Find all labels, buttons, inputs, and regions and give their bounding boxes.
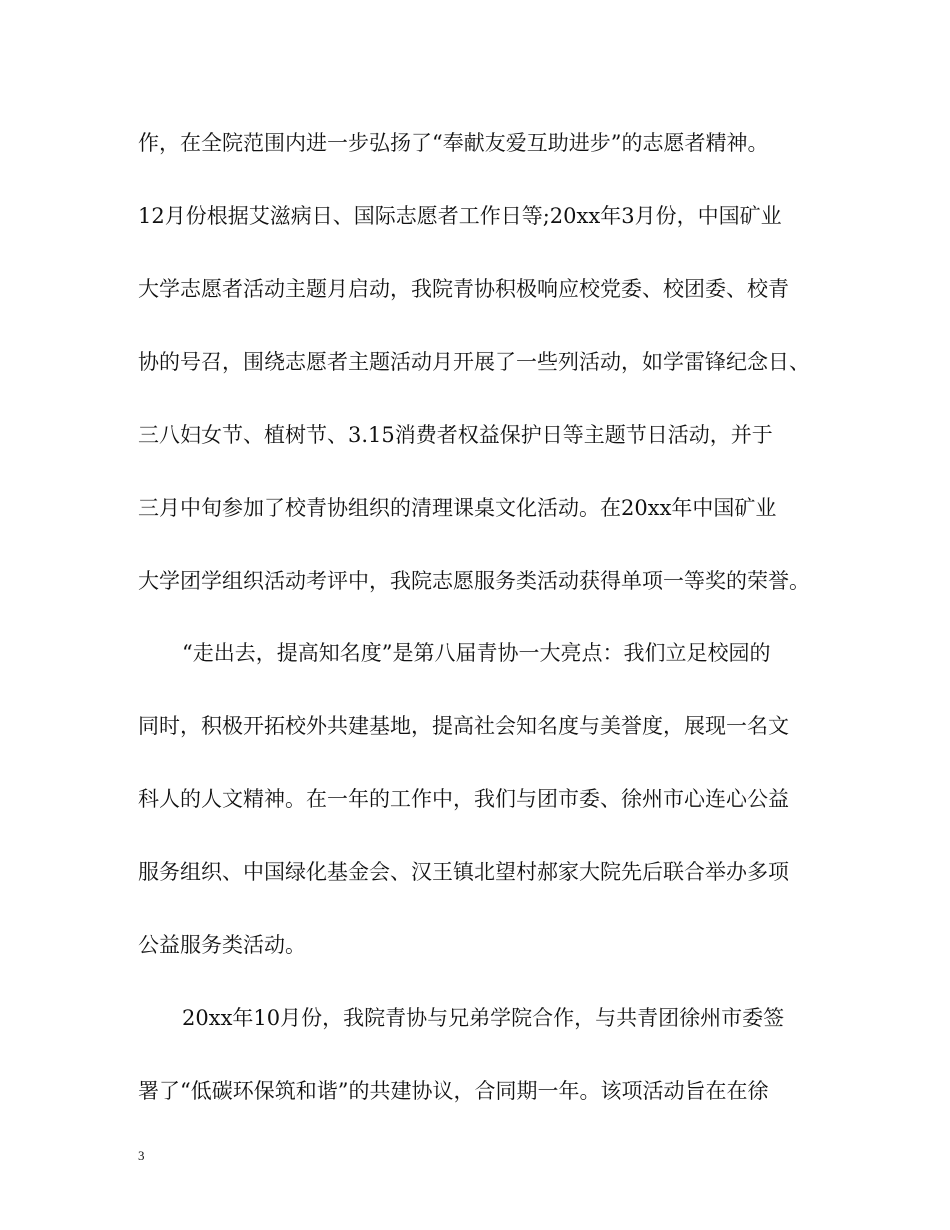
text-line: 服务组织、中国绿化基金会、汉王镇北望村郝家大院先后联合举办多项 xyxy=(138,860,789,884)
text-line: “走出去，提高知名度”是第八届青协一大亮点：我们立足校园的 xyxy=(182,641,771,665)
text-line: 三八妇女节、植树节、3.15消费者权益保护日等主题节日活动，并于 xyxy=(138,423,773,447)
text-line: 协的号召，围绕志愿者主题活动月开展了一些列活动，如学雷锋纪念日、 xyxy=(138,350,810,374)
text-line: 同时，积极开拓校外共建基地，提高社会知名度与美誉度，展现一名文 xyxy=(138,714,789,738)
text-line: 科人的人文精神。在一年的工作中，我们与团市委、徐州市心连心公益 xyxy=(138,787,789,811)
text-line: 公益服务类活动。 xyxy=(138,933,306,957)
page-number: 3 xyxy=(138,1148,145,1163)
text-line: 12月份根据艾滋病日、国际志愿者工作日等;20xx年3月份，中国矿业 xyxy=(138,204,782,228)
text-line: 署了“低碳环保筑和谐”的共建协议，合同期一年。该项活动旨在在徐 xyxy=(138,1079,769,1103)
text-line: 作，在全院范围内进一步弘扬了“奉献友爱互助进步”的志愿者精神。 xyxy=(138,131,769,155)
text-line: 三月中旬参加了校青协组织的清理课桌文化活动。在20xx年中国矿业 xyxy=(138,496,777,520)
text-line: 20xx年10月份，我院青协与兄弟学院合作，与共青团徐州市委签 xyxy=(182,1006,785,1030)
text-line: 大学团学组织活动考评中，我院志愿服务类活动获得单项一等奖的荣誉。 xyxy=(138,569,810,593)
text-line: 大学志愿者活动主题月启动，我院青协积极响应校党委、校团委、校青 xyxy=(138,277,789,301)
